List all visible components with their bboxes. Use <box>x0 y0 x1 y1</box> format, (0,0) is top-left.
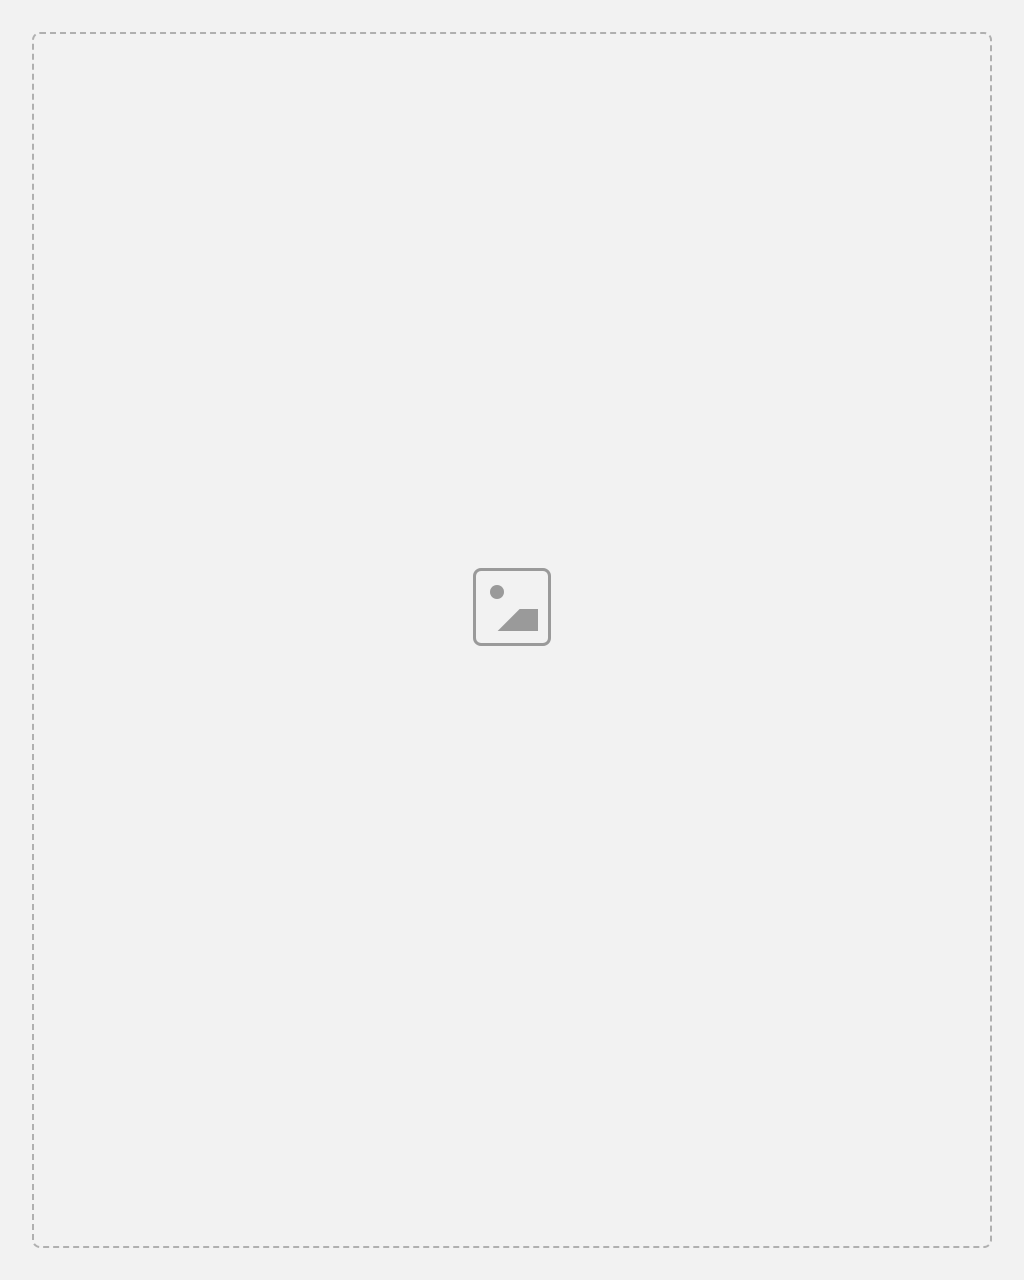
image-icon <box>473 568 551 646</box>
missing-screenshot-frame <box>32 32 992 1248</box>
